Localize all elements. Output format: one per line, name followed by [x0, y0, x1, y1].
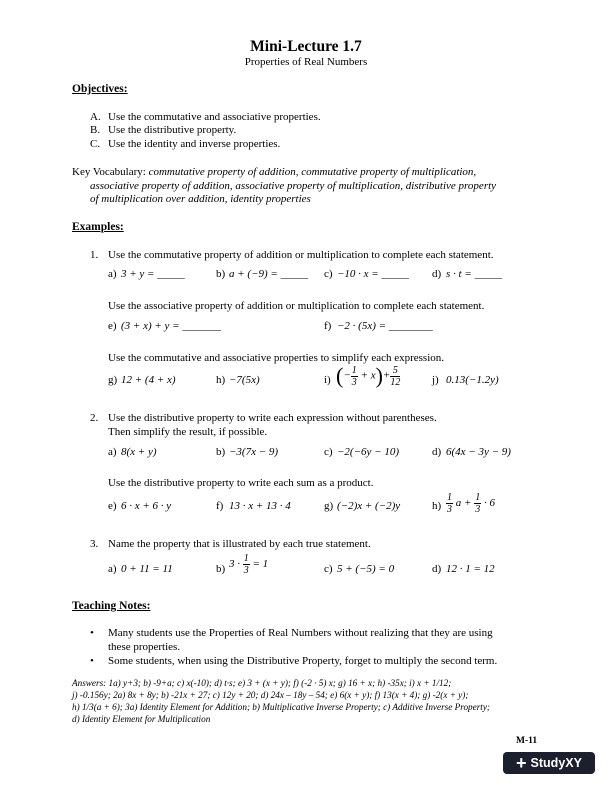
example-3-number: 3.	[90, 538, 99, 550]
ex1-c-expr: −10 · x = _____	[337, 268, 409, 280]
ex1-i-label: i)	[324, 374, 331, 386]
example-2-number: 2.	[90, 412, 99, 424]
ex2-f-label: f)	[216, 500, 224, 512]
ex1-e-label: e)	[108, 320, 117, 332]
ex2-e-expr: 6 · x + 6 · y	[121, 500, 172, 512]
ex2-a-label: a)	[108, 446, 117, 458]
example-2-instruction-2: Use the distributive property to write each sum as a product.	[108, 477, 374, 489]
ex1-j-label: j)	[432, 374, 439, 386]
objective-a-letter: A.	[90, 111, 101, 123]
ex2-b-expr: −3(7x − 9)	[229, 446, 279, 458]
objective-c-letter: C.	[90, 138, 101, 150]
ex1-d-expr: s · t = _____	[446, 268, 503, 280]
ex2-e-label: e)	[108, 500, 117, 512]
fraction-one-third: $\frac{1}{3}$	[447, 492, 452, 515]
ex1-b-label: b)	[216, 268, 226, 280]
ex1-g-label: g)	[108, 374, 118, 386]
example-3-instruction: Name the property that is illustrated by each true statement.	[108, 538, 371, 550]
ex3-c-expr: 5 + (−5) = 0	[337, 563, 395, 575]
vocab-line-3: of multiplication over addition, identity properties	[90, 193, 311, 205]
studyxy-logo	[503, 752, 595, 774]
ex2-c-expr: −2(−6y − 10)	[337, 446, 399, 458]
ex2-a-expr: 8(x + y)	[121, 446, 157, 458]
example-2-instruction: Use the distributive property to write each expression without parentheses.	[108, 412, 437, 424]
teaching-note-1-line-1: Many students use the Properties of Real Numbers without realizing that they are using	[108, 627, 493, 639]
objective-b-letter: B.	[90, 124, 101, 136]
vocab-label: Key Vocabulary:	[72, 166, 149, 178]
ex3-d-label: d)	[432, 563, 442, 575]
objective-a-text: Use the commutative and associative properties.	[108, 111, 321, 123]
ex1-c-label: c)	[324, 268, 333, 280]
ex1-d-label: d)	[432, 268, 442, 280]
example-1-instruction-3: Use the commutative and associative properties to simplify each expression.	[108, 352, 445, 364]
ex2-c-label: c)	[324, 446, 333, 458]
answers-line-4: d) Identity Element for Multiplication	[72, 714, 211, 724]
ex2-b-label: b)	[216, 446, 226, 458]
page-title: Mini-Lecture 1.7	[250, 38, 362, 55]
ex3-b-expr: 3 · $\frac{1}{3}$ = 1	[229, 553, 269, 576]
answers-line-3: h) 1/3(a + 6); 3a) Identity Element for Addition; b) Multiplicative Inverse Property; c) Additive Inverse Property;	[72, 702, 490, 712]
fraction-one-third: $\frac{1}{3}$	[475, 492, 481, 515]
objective-b-text: Use the distributive property.	[108, 124, 237, 136]
ex3-a-expr: 0 + 11 = 11	[121, 563, 173, 575]
ex3-d-expr: 12 · 1 = 12	[446, 563, 495, 575]
example-1-instruction-2: Use the associative property of addition or multiplication to complete each statement.	[108, 300, 485, 312]
ex2-h-label: h)	[432, 500, 442, 512]
bullet-dot-icon: •	[90, 655, 94, 667]
answers-line-2: j) -0.156y; 2a) 8x + 8y; b) -21x + 27; c) 12y + 20; d) 24x – 18y – 54; e) 6(x + y); f) 13(x + 4); g) -2(x + y);	[72, 690, 469, 700]
page-number: M-11	[516, 736, 538, 746]
example-2-instruction-b: Then simplify the result, if possible.	[108, 426, 268, 438]
ex3-a-label: a)	[108, 563, 117, 575]
examples-heading: Examples:	[72, 221, 124, 233]
answers-line-1: Answers: 1a) y+3; b) -9+a; c) x(-10); d) t·s; e) 3 + (x + y); f) (-2 · 5) x; g) 16 + x; h) -35x; i) x + 1/12;	[72, 678, 452, 688]
key-vocabulary	[72, 166, 476, 178]
example-1-number: 1.	[90, 249, 99, 261]
ex1-b-expr: a + (−9) = _____	[229, 268, 309, 280]
ex3-c-label: c)	[324, 563, 333, 575]
ex1-h-label: h)	[216, 374, 226, 386]
vocab-line-1: commutative property of addition, commutative property of multiplication,	[148, 166, 477, 178]
ex1-i-expr: (− $\frac{1}{3}$ + x)+ $\frac{5}{12}$	[336, 363, 401, 388]
ex2-f-expr: 13 · x + 13 · 4	[229, 500, 291, 512]
fraction-one-third: $\frac{1}{3}$	[243, 553, 249, 576]
objectives-heading: Objectives:	[72, 83, 128, 95]
teaching-notes-heading: Teaching Notes:	[72, 600, 151, 612]
logo-text: StudyXY	[530, 756, 582, 770]
ex1-f-expr: −2 · (5x) = ________	[337, 320, 433, 332]
fraction-one-third: $\frac{1}{3}$	[351, 364, 357, 388]
ex2-g-expr: (−2)x + (−2)y	[337, 500, 401, 512]
teaching-note-1-line-2: these properties.	[108, 641, 181, 653]
ex1-a-expr: 3 + y = _____	[121, 268, 185, 280]
bullet-dot-icon: •	[90, 627, 94, 639]
ex2-d-expr: 6(4x − 3y − 9)	[446, 446, 511, 458]
ex1-e-expr: (3 + x) + y = _______	[121, 320, 221, 332]
ex1-g-expr: 12 + (4 + x)	[121, 374, 176, 386]
page-subtitle: Properties of Real Numbers	[244, 56, 368, 68]
example-1-instruction: Use the commutative property of addition or multiplication to complete each statement.	[108, 249, 494, 261]
ex1-f-label: f)	[324, 320, 332, 332]
vocab-line-2: associative property of addition, associative property of multiplication, distributive property	[90, 180, 497, 192]
teaching-note-2: Some students, when using the Distributive Property, forget to multiply the second term.	[108, 655, 498, 667]
plus-icon: +	[516, 753, 527, 773]
ex1-h-expr: −7(5x)	[229, 374, 260, 386]
ex2-h-expr: $\frac{1}{3}$ a + $\frac{1}{3}$ · 6	[447, 492, 495, 515]
ex2-d-label: d)	[432, 446, 442, 458]
fraction-five-twelfths: $\frac{5}{12}$	[390, 364, 401, 388]
ex1-a-label: a)	[108, 268, 117, 280]
ex1-j-expr: 0.13(−1.2y)	[446, 374, 499, 386]
ex3-b-label: b)	[216, 563, 226, 575]
ex2-g-label: g)	[324, 500, 334, 512]
objective-c-text: Use the identity and inverse properties.	[108, 138, 281, 150]
